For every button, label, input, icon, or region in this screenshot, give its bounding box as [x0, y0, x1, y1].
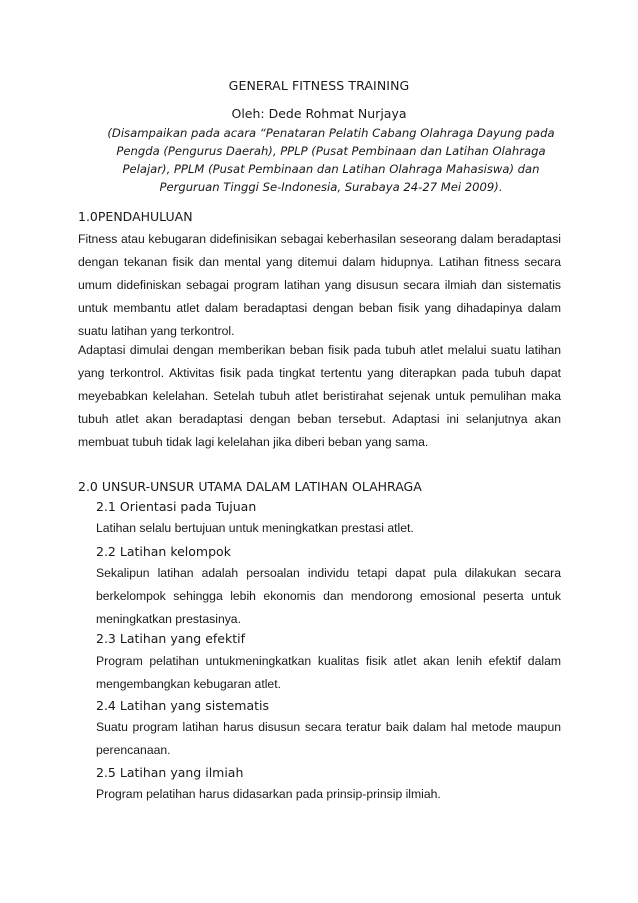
- subsection-text-2-5: Program pelatihan harus didasarkan pada prinsip-prinsip ilmiah.: [96, 787, 441, 801]
- subsection-heading-2-2: 2.2 Latihan kelompok: [96, 544, 231, 559]
- section-heading-pendahuluan: 1.0PENDAHULUAN: [78, 209, 193, 224]
- presentation-note: (Disampaikan pada acara “Penataran Pelatih Cabang Olahraga Dayung pada Pengda (Pengurus Daerah), PPLP (Pusat Pembinaan dan Latihan Olahraga Pelajar), PPLM (Pusat Pembinaan dan Latihan Olahraga Mahasiswa) dan Perguruan Tinggi Se-Indonesia, Surabaya 24-27 Mei 2009).: [107, 126, 555, 194]
- section-heading-unsur-utama: 2.0 UNSUR-UNSUR UTAMA DALAM LATIHAN OLAHRAGA: [78, 479, 422, 494]
- author-line: Oleh: Dede Rohmat Nurjaya: [231, 106, 407, 121]
- paragraph-intro-1: Fitness atau kebugaran didefinisikan sebagai keberhasilan seseorang dalam beradaptasi dengan tekanan fisik dan mental yang ditemui dalam hidupnya. Latihan fitness secara umum didefiniskan sebagai program latihan yang disusun secara ilmiah dan sistematis untuk membantu atlet dalam beradaptasi dengan beban fisik yang dihadapinya dalam suatu latihan yang terkontrol.: [78, 232, 561, 338]
- subsection-text-2-4: Suatu program latihan harus disusun secara teratur baik dalam hal metode maupun perencanaan.: [96, 720, 561, 757]
- paragraph-intro-2: Adaptasi dimulai dengan memberikan beban fisik pada tubuh atlet melalui suatu latihan yang terkontrol. Aktivitas fisik pada tingkat tertentu yang diterapkan pada tubuh dapat meyebabkan kelelahan. Setelah tubuh atlet beristirahat sejenak untuk pemulihan maka tubuh atlet akan beradaptasi dengan beban tersebut. Adaptasi ini selanjutnya akan membuat tubuh tidak lagi kelelahan jika diberi beban yang sama.: [78, 343, 561, 449]
- subsection-text-2-3: Program pelatihan untukmeningkatkan kualitas fisik atlet akan lenih efektif dalam mengembangkan kebugaran atlet.: [96, 654, 561, 691]
- subsection-heading-2-3: 2.3 Latihan yang efektif: [96, 631, 246, 646]
- document-title: GENERAL FITNESS TRAINING: [228, 78, 410, 93]
- subsection-text-2-2: Sekalipun latihan adalah persoalan individu tetapi dapat pula dilakukan secara berkelompok sehingga lebih ekonomis dan mendorong emosional peserta untuk meningkatkan prestasinya.: [96, 566, 561, 626]
- subsection-text-2-1: Latihan selalu bertujuan untuk meningkatkan prestasi atlet.: [96, 521, 414, 535]
- subsection-heading-2-1: 2.1 Orientasi pada Tujuan: [96, 499, 257, 514]
- subsection-heading-2-5: 2.5 Latihan yang ilmiah: [96, 765, 244, 780]
- subsection-heading-2-4: 2.4 Latihan yang sistematis: [96, 698, 270, 713]
